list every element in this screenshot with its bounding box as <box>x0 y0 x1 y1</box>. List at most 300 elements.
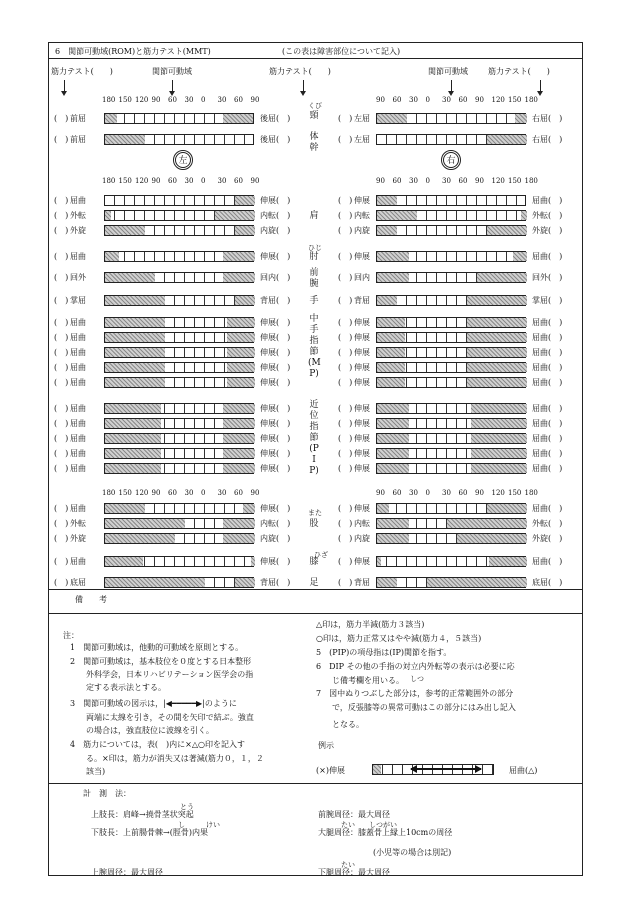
normal-range-shade <box>235 578 255 587</box>
rom-bar <box>104 533 254 544</box>
note-item: △印は，筋力半減(筋力３該当) <box>316 620 425 629</box>
motion-right-label: 内転( ) <box>260 519 291 528</box>
scale-tick-label: 30 <box>217 96 227 104</box>
normal-range-shade <box>377 434 409 443</box>
upper-arm-circ: 上腕周径：最大周径 <box>91 868 163 877</box>
mmt-center-field: ( ) <box>338 434 353 443</box>
mmt-left-field: ( ) <box>54 557 69 566</box>
rom-bar <box>376 113 526 124</box>
motion-right-label: 屈曲( ) <box>532 464 563 473</box>
rom-bar <box>376 533 526 544</box>
motion-right-label: 伸展( ) <box>260 252 291 261</box>
rom-bar <box>104 113 254 124</box>
notes-heading: 注： <box>63 631 79 640</box>
scale-tick-label: 120 <box>491 96 505 104</box>
normal-range-shade <box>377 519 409 528</box>
rom-bar <box>104 448 254 459</box>
motion-left: 左屈 <box>354 114 370 123</box>
motion-left: 伸展 <box>354 252 370 261</box>
motion-right-label: 外転( ) <box>532 519 563 528</box>
scale-tick-label: 180 <box>524 177 538 185</box>
motion-right-label: 回外( ) <box>532 273 563 282</box>
motion-left: 伸展 <box>354 196 370 205</box>
motion-right-label: 屈曲( ) <box>532 333 563 342</box>
scale-tick-label: 90 <box>475 489 484 497</box>
mmt-center-field: ( ) <box>338 534 353 543</box>
motion-right-label: 屈曲( ) <box>532 318 563 327</box>
lower-ruby: し けい <box>178 821 220 829</box>
motion-right-label: 屈曲( ) <box>532 196 563 205</box>
scale-tick-label: 120 <box>135 177 149 185</box>
normal-range-shade <box>105 333 165 342</box>
rom-bar <box>376 317 526 328</box>
note-item: 6 DIP その他の手指の対立内外転等の表示は必要に応 <box>316 662 515 671</box>
motion-left: 伸展 <box>354 363 370 372</box>
measure-heading: 計 測 法： <box>83 789 131 798</box>
forearm-label: 前腕 <box>309 268 319 289</box>
scale-tick-label: 180 <box>102 177 116 185</box>
forearm-circ: 前腕周径：最大周径 <box>318 810 390 819</box>
mmt-left-field: ( ) <box>54 363 69 372</box>
motion-right-label: 屈曲( ) <box>532 363 563 372</box>
mp-label: 中手指節(MP) <box>308 314 321 379</box>
scale-tick-label: 30 <box>184 177 194 185</box>
normal-range-shade <box>227 363 255 372</box>
motion-left: 内旋 <box>354 226 370 235</box>
child-note: (小児等の場合は別記) <box>373 848 452 857</box>
note-item: 1 関節可動域は，他動的可動域を原則とする。 <box>70 643 244 652</box>
normal-range-shade <box>377 404 409 413</box>
motion-right-label: 伸展( ) <box>260 363 291 372</box>
note-item: 外科学会，日本リハビリテーション医学会の指 <box>70 670 254 679</box>
scale-tick-label: 90 <box>475 96 484 104</box>
mmt-left-field: ( ) <box>54 504 69 513</box>
motion-right-label: 背屈( ) <box>260 296 291 305</box>
scale-tick-label: 60 <box>168 489 177 497</box>
arrow-down-icon <box>172 80 173 94</box>
scale-tick-label: 30 <box>217 177 227 185</box>
note-item: る。×印は，筋力が消失又は著減(筋力０，１，２ <box>70 754 264 763</box>
measure-divider <box>48 783 583 784</box>
rom-bar <box>376 556 526 567</box>
motion-left: 内転 <box>354 211 370 220</box>
motion-left: 伸展 <box>354 557 370 566</box>
motion-right-label: 右屈( ) <box>532 114 563 123</box>
normal-range-shade <box>377 378 405 387</box>
motion-right-label: 伸展( ) <box>260 333 291 342</box>
mmt-left-field: ( ) <box>54 348 69 357</box>
normal-range-shade <box>105 557 143 566</box>
pip-label: 近位指節(PIP) <box>309 400 319 476</box>
trunk-label: 体幹 <box>309 132 319 153</box>
note-item: じ備考欄を用いる。 <box>316 676 404 685</box>
mmt-center-field: ( ) <box>338 296 353 305</box>
normal-range-shade <box>243 504 255 513</box>
motion-right-label: 伸展( ) <box>260 557 291 566</box>
motion-right-label: 掌屈( ) <box>532 296 563 305</box>
motion-left: 前屈 <box>70 135 86 144</box>
normal-range-shade <box>105 226 145 235</box>
rom-bar <box>376 518 526 529</box>
scale-tick-label: 90 <box>250 96 260 104</box>
mmt-center-field: ( ) <box>338 519 353 528</box>
normal-range-shade <box>447 519 527 528</box>
rom-bar <box>104 210 254 221</box>
rom-bar <box>376 251 526 262</box>
note-item: 4 筋力については，表( )内に×△○印を記入す <box>70 740 246 749</box>
mmt-center-field: ( ) <box>338 578 353 587</box>
motion-left: 屈曲 <box>70 333 86 342</box>
normal-range-shade <box>105 348 165 357</box>
note-item: ○印は，筋力正常又はやや減(筋力４，５該当) <box>316 634 482 643</box>
normal-range-shade <box>471 434 527 443</box>
normal-range-shade <box>223 114 253 123</box>
rom-bar <box>104 295 254 306</box>
scale-tick-label: 60 <box>458 96 468 104</box>
rom-bar <box>376 403 526 414</box>
rom-bar <box>104 251 254 262</box>
mmt-center-field: ( ) <box>338 419 353 428</box>
scale-tick-label: 150 <box>508 489 522 497</box>
motion-left: 屈曲 <box>70 419 86 428</box>
rom-right-label: 関節可動域 <box>428 67 468 76</box>
mmt-left-field: ( ) <box>54 534 69 543</box>
normal-range-shade <box>377 114 407 123</box>
rom-bar <box>376 272 526 283</box>
normal-range-shade <box>105 273 155 282</box>
scale-tick-label: 60 <box>392 489 402 497</box>
motion-right-label: 外旋( ) <box>532 534 563 543</box>
normal-range-shade <box>223 449 255 458</box>
foot-label: 足 <box>309 578 319 588</box>
motion-right-label: 伸展( ) <box>260 378 291 387</box>
rom-bar <box>104 272 254 283</box>
normal-range-shade <box>105 519 185 528</box>
scale-tick-label: 90 <box>475 177 484 185</box>
rom-bar <box>104 362 254 373</box>
scale-tick-label: 60 <box>234 96 243 104</box>
normal-range-shade <box>377 296 397 305</box>
normal-range-shade <box>457 534 527 543</box>
normal-range-shade <box>227 318 255 327</box>
motion-left: 掌屈 <box>70 296 86 305</box>
motion-right-label: 屈曲( ) <box>532 449 563 458</box>
normal-range-shade <box>471 464 527 473</box>
scale-tick-label: 90 <box>151 177 161 185</box>
normal-range-shade <box>105 114 117 123</box>
scale-tick-label: 30 <box>184 96 194 104</box>
motion-left: 背屈 <box>354 578 370 587</box>
rom-left-label: 関節可動域 <box>152 67 192 76</box>
motion-right-label: 屈曲( ) <box>532 378 563 387</box>
shade <box>373 765 381 774</box>
mmt-center-field: ( ) <box>338 252 353 261</box>
mmt-left-field: ( ) <box>54 226 69 235</box>
motion-right-label: 伸展( ) <box>260 196 291 205</box>
motion-left: 左屈 <box>354 135 370 144</box>
normal-range-shade <box>377 449 409 458</box>
normal-range-shade <box>105 419 161 428</box>
motion-left: 底屈 <box>70 578 86 587</box>
motion-left: 回内 <box>354 273 370 282</box>
motion-left: 屈曲 <box>70 404 86 413</box>
knee-label: 膝 <box>309 557 319 567</box>
scale-tick-label: 150 <box>508 96 522 104</box>
remarks-top-line <box>48 589 583 590</box>
normal-range-shade <box>227 378 255 387</box>
normal-range-shade <box>105 434 161 443</box>
rom-bar <box>376 362 526 373</box>
lower-limb: 下肢長：上前腸骨棘→(脛骨)内果 <box>91 828 208 837</box>
motion-right-label: 伸展( ) <box>260 404 291 413</box>
note-item: 7 図中ぬりつぶした部分は，参考的正常範囲外の部分 <box>316 689 514 698</box>
motion-right-label: 伸展( ) <box>260 449 291 458</box>
section-title: 6 関節可動域(ROM)と筋力テスト(MMT) <box>55 47 211 56</box>
motion-left: 伸展 <box>354 434 370 443</box>
motion-left: 屈曲 <box>70 434 86 443</box>
motion-right-label: 屈曲( ) <box>532 348 563 357</box>
motion-left: 屈曲 <box>70 252 86 261</box>
motion-left: 伸展 <box>354 404 370 413</box>
rom-bar <box>104 347 254 358</box>
scale-tick-label: 150 <box>118 177 132 185</box>
rom-bar <box>104 317 254 328</box>
motion-left: 屈曲 <box>70 504 86 513</box>
normal-range-shade <box>487 135 527 144</box>
motion-right-label: 内転( ) <box>260 211 291 220</box>
motion-right-label: 後屈( ) <box>260 135 291 144</box>
motion-left: 屈曲 <box>70 464 86 473</box>
scale-tick-label: 120 <box>491 489 505 497</box>
normal-range-shade <box>105 252 119 261</box>
scale-tick-label: 150 <box>118 96 132 104</box>
normal-range-shade <box>467 363 527 372</box>
normal-range-shade <box>223 404 255 413</box>
motion-right-label: 後屈( ) <box>260 114 291 123</box>
normal-range-shade <box>471 404 527 413</box>
scale-tick-label: 0 <box>425 177 430 185</box>
rom-bar <box>376 377 526 388</box>
rom-bar <box>104 518 254 529</box>
motion-right-label: 内旋( ) <box>260 226 291 235</box>
scale-tick-label: 30 <box>217 489 227 497</box>
note-item: 5 (PIP)の項母指は(IP)関節を指す。 <box>316 648 452 657</box>
scale-tick-label: 0 <box>201 177 206 185</box>
motion-right-label: 屈曲( ) <box>532 252 563 261</box>
scale-tick-label: 120 <box>491 177 505 185</box>
normal-range-shade <box>487 504 527 513</box>
scale-tick-label: 30 <box>409 96 418 104</box>
motion-right-label: 屈曲( ) <box>532 404 563 413</box>
normal-range-shade <box>467 378 527 387</box>
scale-tick-label: 180 <box>102 96 116 104</box>
normal-range-shade <box>223 252 255 261</box>
rom-bar <box>104 503 254 514</box>
rom-bar <box>376 195 526 206</box>
normal-range-shade <box>377 578 397 587</box>
motion-right-label: 伸展( ) <box>260 504 291 513</box>
normal-range-shade <box>377 273 409 282</box>
normal-range-shade <box>105 534 175 543</box>
motion-right-label: 屈曲( ) <box>532 419 563 428</box>
motion-left: 屈曲 <box>70 378 86 387</box>
note-item: 3 関節可動域の図示は，|◀━━━━━▶|のように <box>70 699 237 708</box>
mmt-center-field: ( ) <box>338 114 353 123</box>
rom-bar <box>104 463 254 474</box>
motion-left: 伸展 <box>354 419 370 428</box>
scale-tick-label: 90 <box>376 96 385 104</box>
rom-bar <box>376 347 526 358</box>
neck-label: 頸 <box>309 111 319 121</box>
scale-tick-label: 60 <box>392 177 402 185</box>
normal-range-shade <box>105 578 205 587</box>
normal-range-shade <box>235 296 255 305</box>
scale-tick-label: 90 <box>376 489 385 497</box>
normal-range-shade <box>489 557 527 566</box>
mmt-left-field: ( ) <box>54 519 69 528</box>
scale-tick-label: 120 <box>135 489 149 497</box>
normal-range-shade <box>377 252 409 261</box>
normal-range-shade <box>227 348 255 357</box>
elbow-label: 肘 <box>309 252 319 262</box>
motion-right-label: 外旋( ) <box>532 226 563 235</box>
example-label: 例示 <box>318 741 334 750</box>
motion-right-label: 内旋( ) <box>260 534 291 543</box>
rom-bar <box>104 403 254 414</box>
scale-tick-label: 180 <box>102 489 116 497</box>
mmt-center-field: ( ) <box>338 273 353 282</box>
mmt-left-field: ( ) <box>54 252 69 261</box>
scale-tick-label: 30 <box>184 489 194 497</box>
rom-bar <box>376 503 526 514</box>
arrow-down-icon <box>451 80 452 94</box>
motion-left: 回外 <box>70 273 86 282</box>
mmt-left-field: ( ) <box>54 378 69 387</box>
normal-range-shade <box>223 273 255 282</box>
scale-tick-label: 60 <box>392 96 402 104</box>
scale-tick-label: 60 <box>458 177 468 185</box>
motion-right-label: 屈曲( ) <box>532 434 563 443</box>
normal-range-shade <box>377 196 397 205</box>
rom-bar <box>104 556 254 567</box>
normal-range-shade <box>251 557 255 566</box>
mmt-center-field: ( ) <box>338 557 353 566</box>
rom-bar <box>376 295 526 306</box>
normal-range-shade <box>105 318 165 327</box>
normal-range-shade <box>105 449 161 458</box>
normal-range-shade <box>377 333 405 342</box>
mmt-left-field: ( ) <box>54 114 69 123</box>
scale-tick-label: 0 <box>425 489 430 497</box>
hand-label: 手 <box>309 296 319 306</box>
mmt-left-field: ( ) <box>54 434 69 443</box>
scale-tick-label: 60 <box>168 96 177 104</box>
motion-left: 伸展 <box>354 504 370 513</box>
scale-tick-label: 30 <box>409 489 418 497</box>
scale-tick-label: 90 <box>376 177 385 185</box>
normal-range-shade <box>377 348 405 357</box>
mmt-center-field: ( ) <box>338 196 353 205</box>
thigh-ruby: たい しつがい <box>341 821 397 829</box>
rom-bar <box>376 332 526 343</box>
example-left: (×)伸展 <box>316 766 345 775</box>
rom-bar <box>104 195 254 206</box>
mmt-center-field: ( ) <box>338 333 353 342</box>
mmt-center-field: ( ) <box>338 404 353 413</box>
normal-range-shade <box>377 211 417 220</box>
mmt-left-field: ( ) <box>54 196 69 205</box>
mmt-center-field: ( ) <box>338 211 353 220</box>
note-item: 定する表示法とする。 <box>70 683 166 692</box>
rom-bar <box>104 332 254 343</box>
motion-left: 屈曲 <box>70 557 86 566</box>
motion-left: 外旋 <box>70 226 86 235</box>
left-side-icon: 左 <box>175 152 191 168</box>
mmt-left-field: ( ) <box>54 296 69 305</box>
mmt-left-field: ( ) <box>54 449 69 458</box>
mmt-center-field: ( ) <box>338 226 353 235</box>
rom-bar <box>104 225 254 236</box>
rom-bar <box>104 433 254 444</box>
rom-bar <box>376 433 526 444</box>
motion-left: 内旋 <box>354 534 370 543</box>
hip-ruby: また <box>308 509 322 517</box>
rom-bar <box>104 418 254 429</box>
normal-range-shade <box>377 557 381 566</box>
mmt-left-field: ( ) <box>54 404 69 413</box>
normal-range-shade <box>215 211 255 220</box>
normal-range-shade <box>105 404 161 413</box>
note-item: で，反張膝等の異常可動はこの部分にはみ出し記入 <box>316 703 516 712</box>
mmt-left-field: ( ) <box>54 419 69 428</box>
motion-left: 外旋 <box>70 534 86 543</box>
shoulder-label: 肩 <box>309 211 319 221</box>
motion-left: 屈曲 <box>70 348 86 357</box>
mmt-center-field: ( ) <box>338 504 353 513</box>
normal-range-shade <box>105 296 165 305</box>
normal-range-shade <box>515 114 527 123</box>
rom-bar <box>104 377 254 388</box>
rom-bar <box>104 134 254 145</box>
normal-range-shade <box>377 534 409 543</box>
scale-tick-label: 150 <box>508 177 522 185</box>
normal-range-shade <box>105 211 111 220</box>
rom-bar <box>104 577 254 588</box>
arrow-down-icon <box>303 80 304 94</box>
scale-tick-label: 60 <box>168 177 177 185</box>
normal-range-shade <box>223 434 255 443</box>
motion-right-label: 屈曲( ) <box>532 504 563 513</box>
rom-bar <box>376 210 526 221</box>
motion-right-label: 伸展( ) <box>260 318 291 327</box>
scale-tick-label: 60 <box>234 489 243 497</box>
normal-range-shade <box>513 252 527 261</box>
rom-bar <box>376 577 526 588</box>
motion-left: 屈曲 <box>70 449 86 458</box>
motion-left: 背屈 <box>354 296 370 305</box>
scale-tick-label: 30 <box>442 177 451 185</box>
normal-range-shade <box>377 318 405 327</box>
example-arrow-icon <box>411 765 481 774</box>
normal-range-shade <box>377 363 405 372</box>
normal-range-shade <box>467 333 527 342</box>
motion-left: 屈曲 <box>70 318 86 327</box>
neck-ruby: くび <box>308 102 322 110</box>
scale-tick-label: 120 <box>135 96 149 104</box>
normal-range-shade <box>377 419 409 428</box>
normal-range-shade <box>377 226 397 235</box>
hip-label: 股 <box>309 519 319 529</box>
